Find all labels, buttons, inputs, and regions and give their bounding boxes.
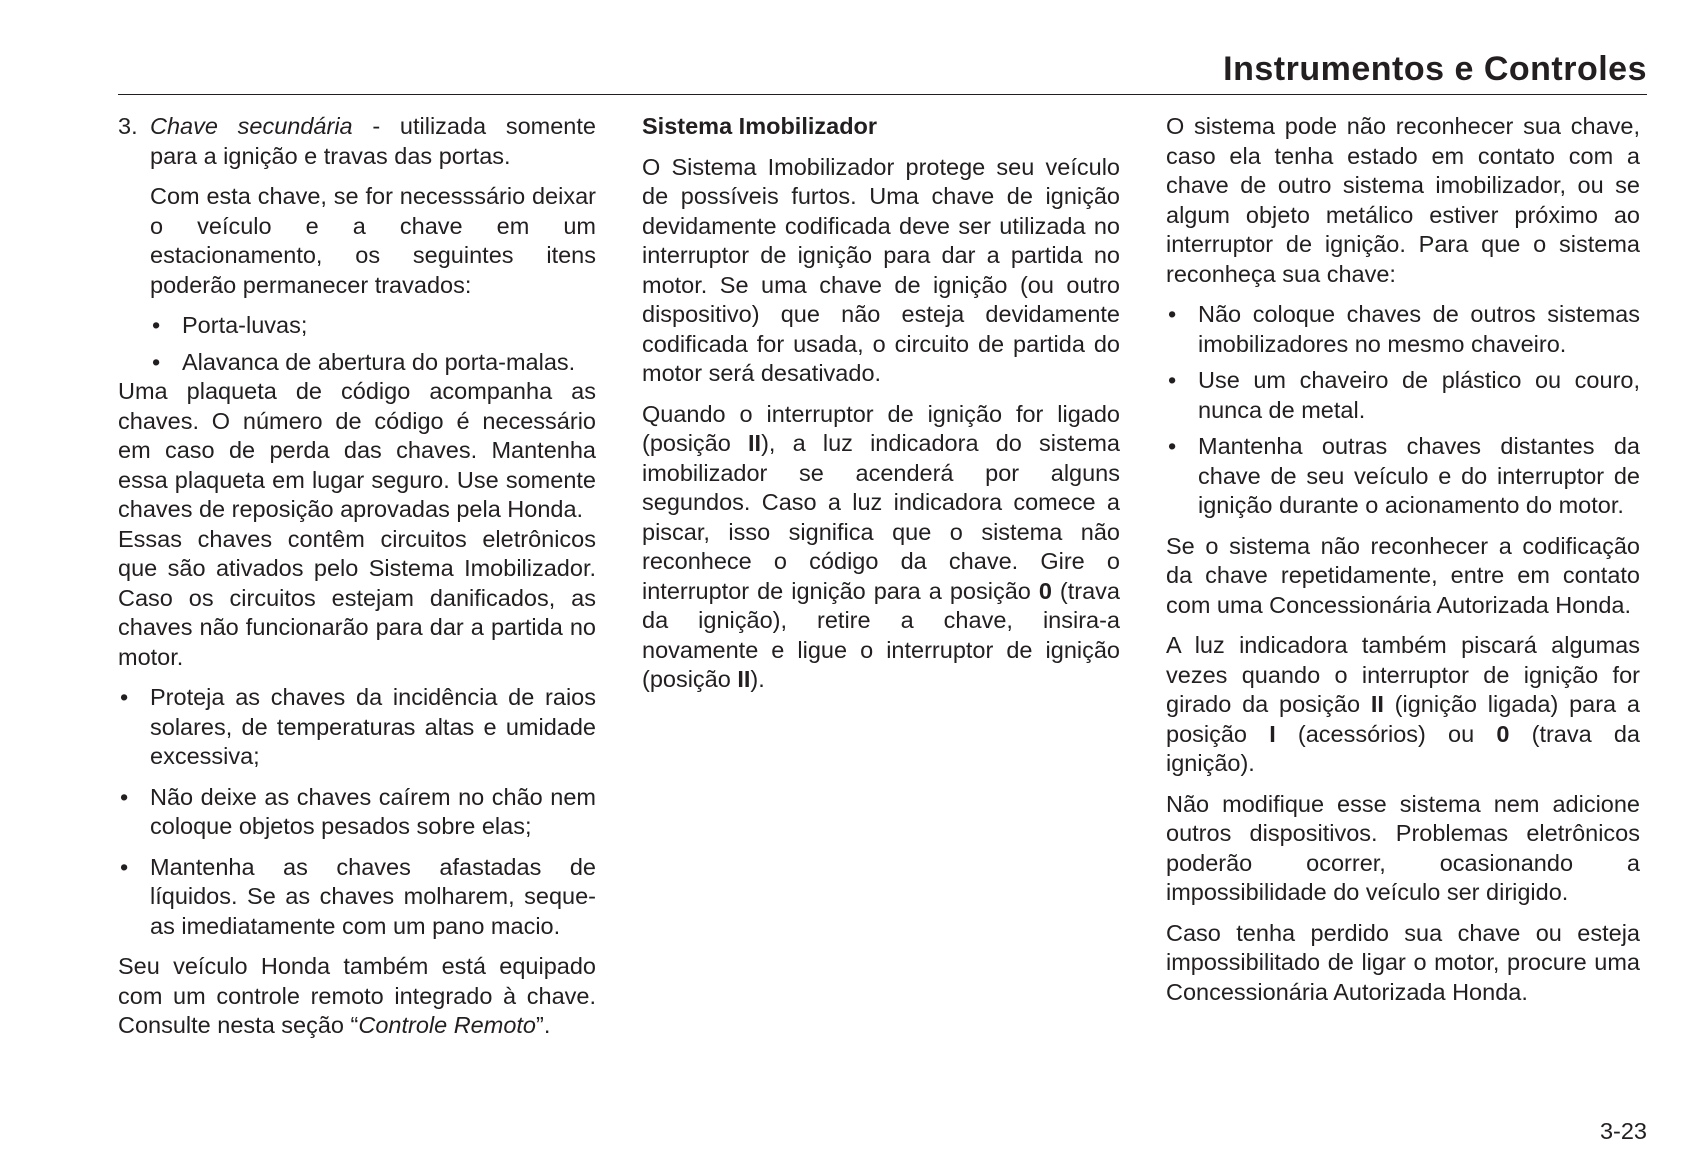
paragraph: O sistema pode não reconhecer sua chave, caso ela tenha estado em contato com a chave de outro sistema imobilizador, ou se algum objeto metálico estiver próximo ao interruptor de ignição. Para que o sistema reconheça sua chave:: [1166, 113, 1640, 287]
item-term: Chave secundária: [150, 113, 353, 139]
paragraph: Uma plaqueta de código acompanha as chaves. O número de código é necessário em caso de perda das chaves. Mantenha essa plaqueta em lugar seguro. Use somente chaves de reposição aprovadas pela Honda.: [118, 378, 596, 522]
list-item: • Não coloque chaves de outros sistemas imobilizadores no mesmo chaveiro.: [1168, 301, 1640, 357]
paragraph: Essas chaves contêm circuitos eletrônicos que são ativados pelo Sistema Imobilizador. Caso os circuitos estejam danificados, as chaves não funcionarão para dar a partida no motor.: [118, 525, 596, 670]
paragraph: Seu veículo Honda também está equipado com um controle remoto integrado à chave. Consulte nesta seção “Controle Remoto”.: [118, 953, 596, 1038]
paragraph: Caso tenha perdido sua chave ou esteja impossibilitado de ligar o motor, procure uma Concessionária Autorizada Honda.: [1166, 919, 1640, 1005]
list-item: • Porta-luvas;: [152, 312, 308, 338]
list-item: • Mantenha outras chaves distantes da chave de seu veículo e do interruptor de ignição durante o acionamento do motor.: [1168, 433, 1640, 518]
list-item: • Proteja as chaves da incidência de raios solares, de temperaturas altas e umidade excessiva;: [120, 684, 596, 769]
cross-reference: Controle Remoto: [358, 1012, 536, 1038]
bullet-list: [118, 683, 596, 941]
page-number: 3-23: [1599, 1118, 1647, 1144]
item-number: 3.: [118, 113, 138, 139]
sub-bullet-list: [118, 311, 596, 377]
column-right: [1166, 112, 1640, 1007]
item-3-paragraph: Com esta chave, se for necesssário deixar o veículo e a chave em um estacionamento, os seguintes itens poderão permanecer travados:: [150, 183, 596, 298]
item-text: - utilizada somente para a ignição e travas das portas.: [150, 113, 596, 169]
paragraph: Se o sistema não reconhecer a codificação da chave repetidamente, entre em contato com uma Concessionária Autorizada Honda.: [1166, 532, 1640, 618]
numbered-item-3: [118, 112, 596, 171]
bullet-list: [1166, 300, 1640, 521]
paragraph: A luz indicadora também piscará algumas vezes quando o interruptor de ignição for girado da posição II (ignição ligada) para a posição I (acessórios) ou 0 (trava da ignição).: [1166, 632, 1640, 776]
paragraph: Não modifique esse sistema nem adicione outros dispositivos. Problemas eletrônicos poderão ocorrer, ocasionando a impossibilidade do veículo ser dirigido.: [1166, 790, 1640, 905]
list-item: • Não deixe as chaves caírem no chão nem coloque objetos pesados sobre elas;: [120, 783, 596, 839]
list-item: • Alavanca de abertura do porta-malas.: [152, 348, 576, 375]
section-heading: Sistema Imobilizador: [642, 113, 878, 139]
paragraph: O Sistema Imobilizador protege seu veículo de possíveis furtos. Uma chave de ignição devidamente codificada deve ser utilizada no interruptor de ignição para dar a partida no motor. Se uma chave de ignição (ou outro dispositivo) que não esteja devidamente codificada for usada, o circuito de partida do motor será desativado.: [642, 153, 1120, 386]
list-item: • Mantenha as chaves afastadas de líquidos. Se as chaves molharem, seque-as imediatamente com um pano macio.: [120, 853, 596, 939]
paragraph: Quando o interruptor de ignição for ligado (posição II), a luz indicadora do sistema imobilizador se acenderá por alguns segundos. Caso a luz indicadora comece a piscar, isso significa que o sistema não reconhece o código da chave. Gire o interruptor de ignição para a posição 0 (trava da ignição), retire a chave, insira-a novamente e ligue o interruptor de ignição (posição II).: [642, 400, 1120, 692]
column-middle: [642, 112, 1120, 695]
header-divider: [118, 94, 1647, 95]
list-item: • Use um chaveiro de plástico ou couro, nunca de metal.: [1168, 367, 1640, 423]
section-title: Instrumentos e Controles: [1223, 50, 1647, 88]
column-left: [118, 112, 596, 1041]
